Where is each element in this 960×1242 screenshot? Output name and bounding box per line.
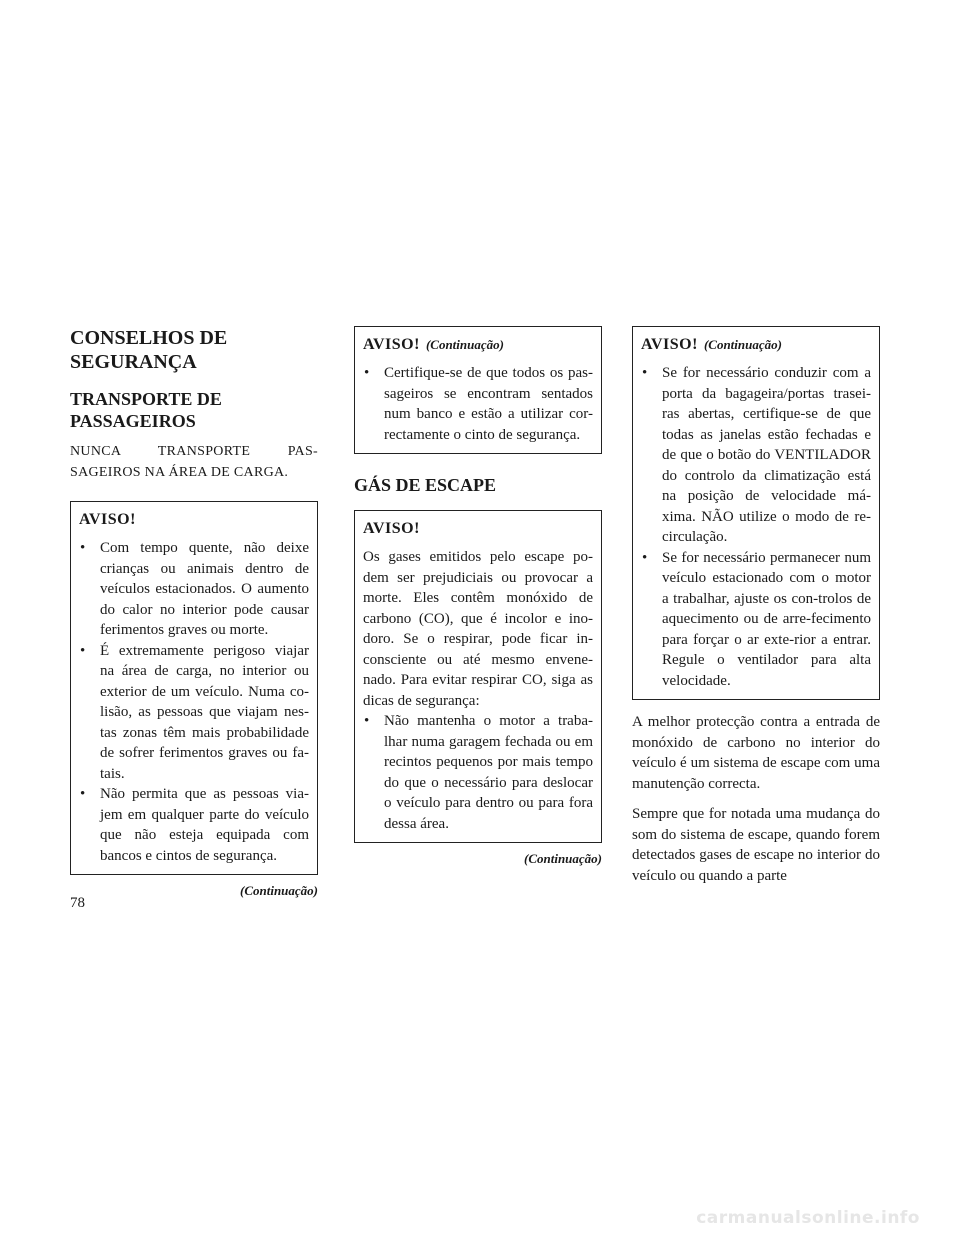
warning-bullets — [79, 538, 309, 866]
warning-bullet: • Certifique-se de que todos os pas-sageiros se encontram sentados num banco e estão a utilizar cor-rectamente o cinto de segurança. — [363, 363, 593, 445]
warning-box — [70, 501, 318, 875]
warning-title — [641, 335, 871, 355]
warning-text: Os gases emitidos pelo escape po-dem ser prejudiciais ou provocar a morte. Eles contêm monóxido de carbono (CO), que é incolor e ino-doro. Se o respirar, pode ficar in-consciente ou até mesmo envene-nado. Para evitar respirar CO, siga as dicas de segurança: — [363, 549, 593, 709]
body-paragraph: Sempre que for notada uma mudança do som do sistema de escape, quando forem detectados gases de escape no interior do veículo ou quando a parte — [632, 806, 880, 884]
continued-inline-label: (Continuação) — [425, 337, 504, 352]
warning-title-text: AVISO! — [363, 336, 420, 353]
column-2 — [354, 326, 602, 867]
warning-title: AVISO! — [79, 511, 136, 528]
continued-label: (Continuação) — [239, 883, 318, 898]
intro-caps-text: NUNCA TRANSPORTE PAS-SAGEIROS NA ÁREA DE CARGA. — [70, 444, 318, 480]
warning-box-continued — [354, 326, 602, 454]
warning-title: AVISO! — [363, 520, 420, 537]
body-paragraph: A melhor protecção contra a entrada de monóxido de carbono no interior do veículo é um sistema de escape com uma manutenção correcta. — [632, 714, 880, 792]
warning-bullets — [363, 711, 593, 834]
warning-box-continued — [632, 326, 880, 700]
warning-title — [363, 335, 593, 355]
column-3 — [632, 326, 880, 896]
warning-bullet: • Com tempo quente, não deixe crianças ou animais dentro de veículos estacionados. O aumento do calor no interior pode causar ferimentos graves ou morte. — [79, 538, 309, 641]
warning-bullet: • Se for necessário conduzir com a porta da bagageira/portas trasei-ras abertas, certifique-se de que todas as janelas estão fechadas e de que o botão do VENTILADOR do controlo da climatização está na posição de velocidade má-xima. NÃO utilize o modo de re-circulação. — [641, 363, 871, 548]
warning-bullets — [641, 363, 871, 691]
exhaust-heading: GÁS DE ESCAPE — [354, 475, 497, 495]
warning-bullet: • É extremamente perigoso viajar na área de carga, no interior ou exterior de um veículo. Numa co-lisão, as pessoas que viajam nes-tas zonas têm mais probabilidade de sofrer ferimentos graves ou fa-tais. — [79, 641, 309, 785]
column-1 — [70, 326, 318, 899]
warning-title-text: AVISO! — [641, 336, 698, 353]
watermark: carmanualsonline.info — [696, 1208, 920, 1228]
warning-bullets — [363, 363, 593, 445]
warning-box — [354, 510, 602, 843]
page-number: 78 — [70, 895, 85, 911]
warning-bullet: • Se for necessário permanecer num veículo estacionado com o motor a trabalhar, ajuste os con-trolos de aquecimento ou de arre-fecimento para forçar o ar exte-rior a entrar. Regule o ventilador para alta velocidade. — [641, 548, 871, 692]
continued-inline-label: (Continuação) — [703, 337, 782, 352]
continued-label: (Continuação) — [523, 851, 602, 866]
warning-bullet: • Não mantenha o motor a traba-lhar numa garagem fechada ou em recintos pequenos por mais tempo do que o necessário para deslocar o veículo para dentro ou para fora dessa área. — [363, 711, 593, 834]
subsection-title: TRANSPORTE DE PASSAGEIROS — [70, 389, 222, 431]
warning-bullet: • Não permita que as pessoas via-jem em qualquer parte do veículo que não esteja equipada com bancos e cintos de segurança. — [79, 784, 309, 866]
section-title: CONSELHOS DE SEGURANÇA — [70, 327, 228, 373]
